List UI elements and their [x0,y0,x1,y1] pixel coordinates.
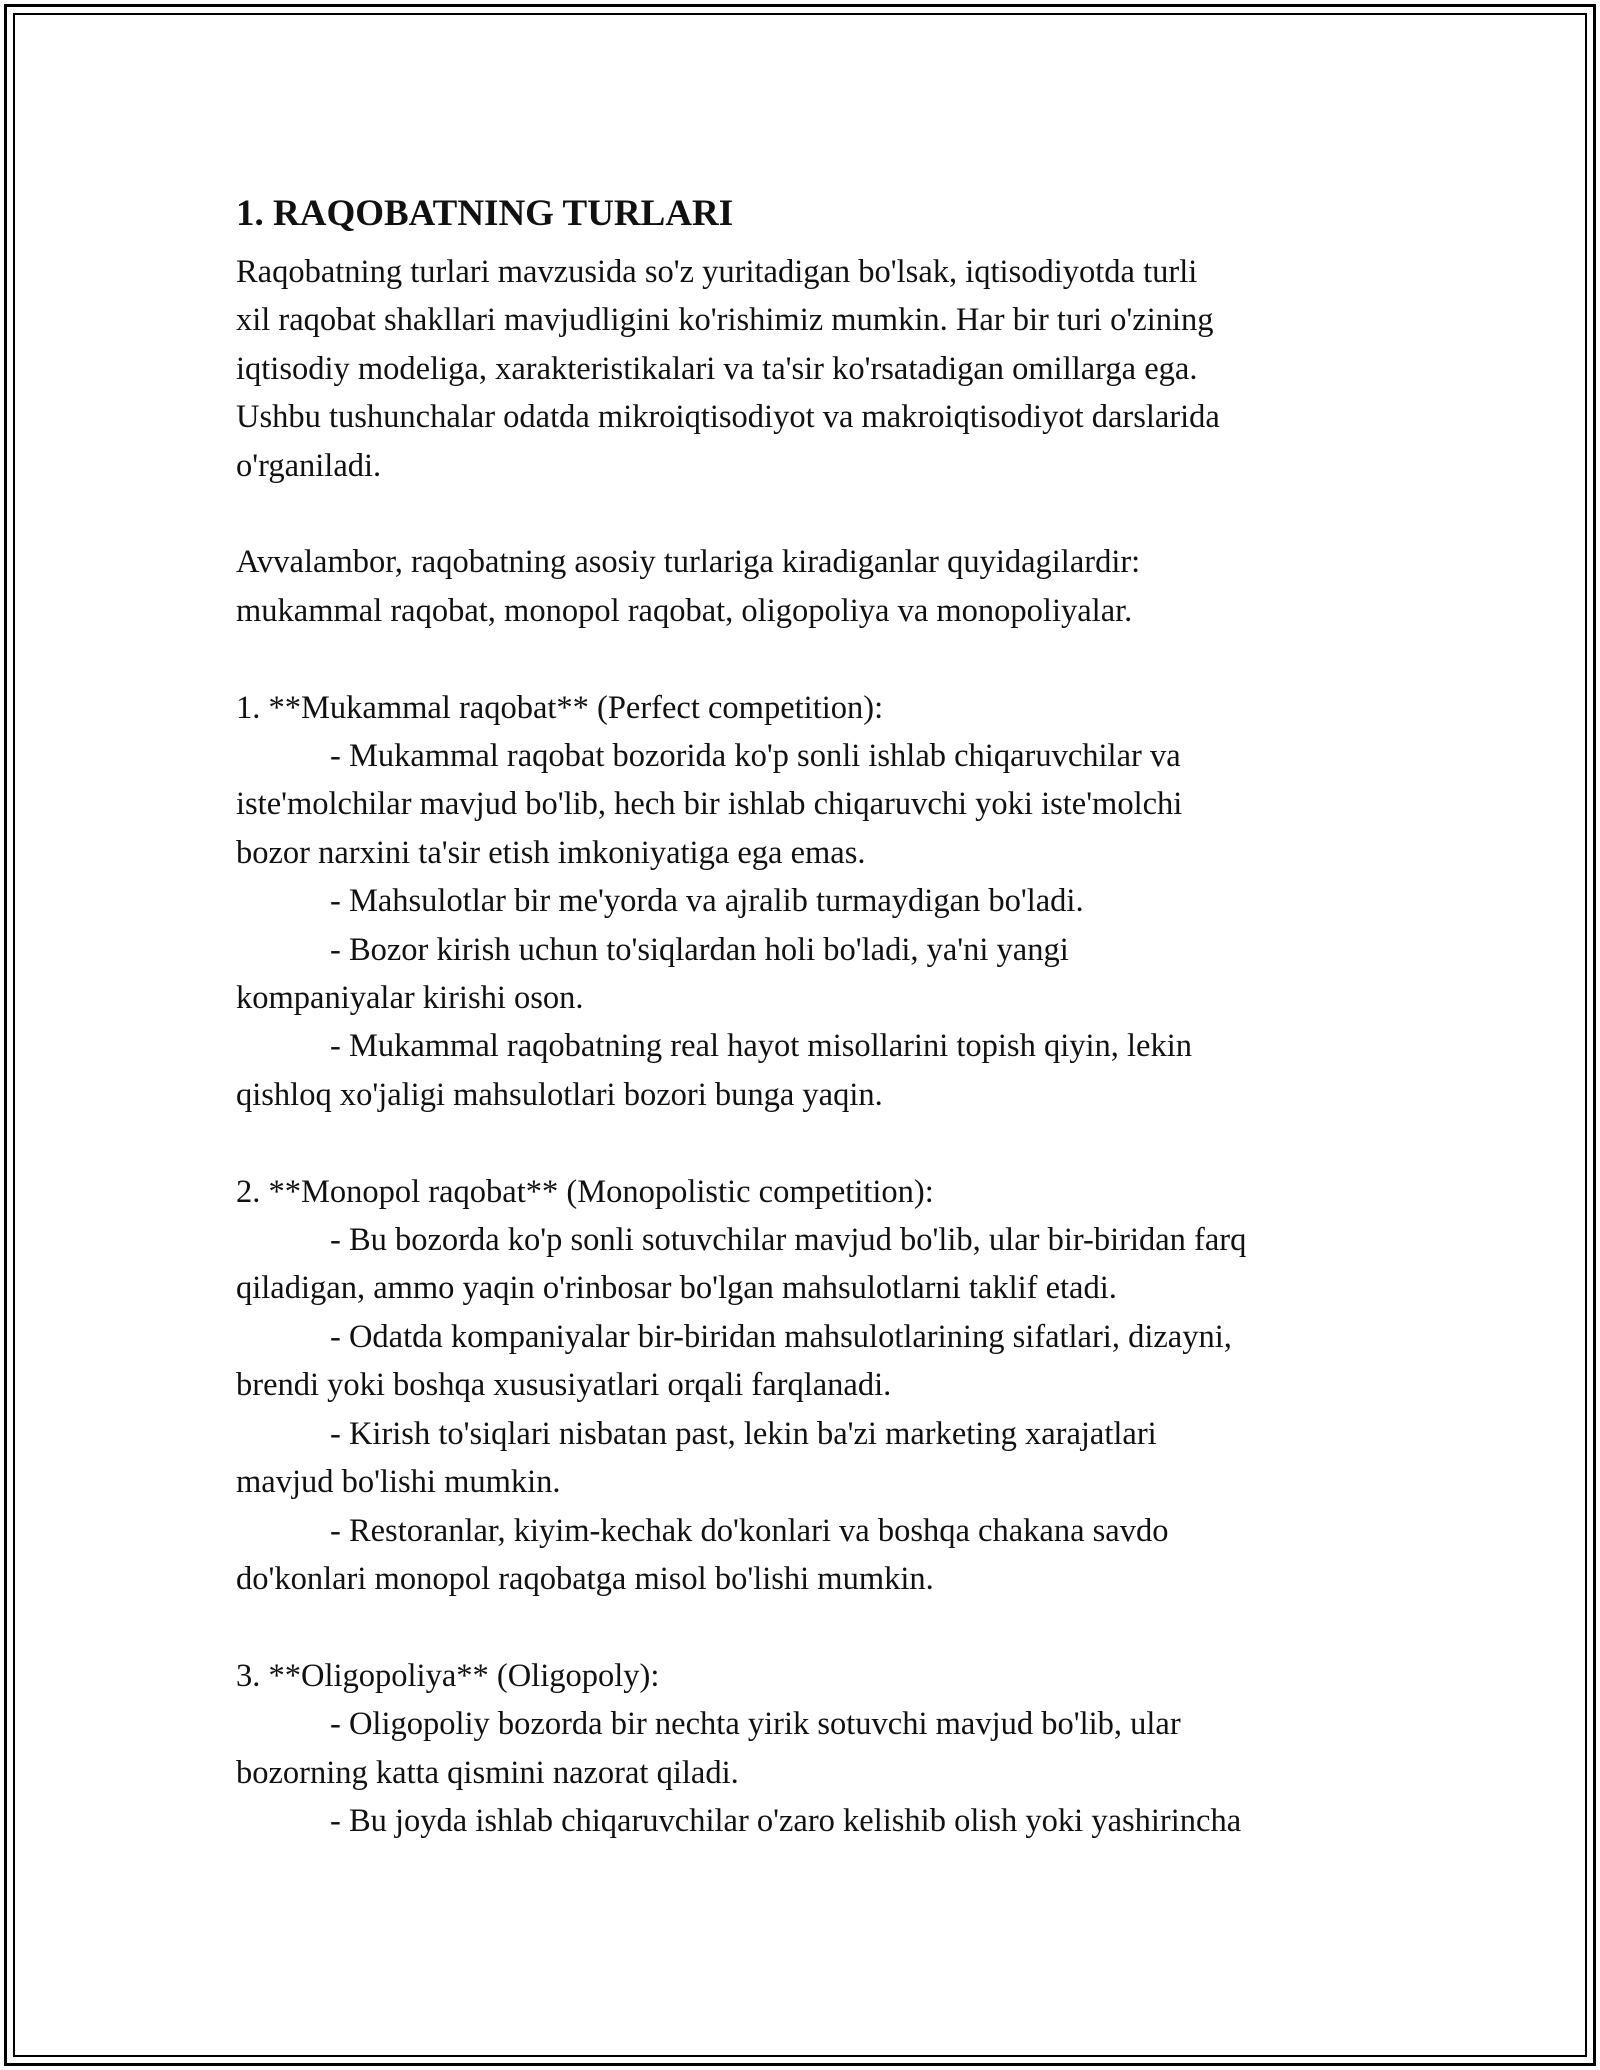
section-heading: 2. **Monopol raqobat** (Monopolistic competition): [236,1173,934,1210]
bullet-item [236,1507,1386,1604]
bullet-first-line: - Bozor kirish uchun to'siqlardan holi bo'ladi, ya'ni yangi [330,931,1069,968]
bullet-item [236,877,1386,925]
bullet-line: bozor narxini ta'sir etish imkoniyatiga ega emas. [236,834,866,871]
bullet-line: bozorning katta qismini nazorat qiladi. [236,1754,739,1791]
paragraph-spacer [236,1119,1386,1167]
section-perfect-competition [236,684,1386,1120]
bullet-item [236,1022,1386,1119]
intro-line: Raqobatning turlari mavzusida so'z yuritadigan bo'lsak, iqtisodiyotda turli [236,254,1198,290]
bullet-item [236,1313,1386,1410]
bullet-line: qiladigan, ammo yaqin o'rinbosar bo'lgan mahsulotlarni taklif etadi. [236,1270,1117,1307]
overview-paragraph [236,538,1386,635]
bullet-item [236,1410,1386,1507]
bullet-first-line: - Mukammal raqobat bozorida ko'p sonli ishlab chiqaruvchilar va [330,738,1181,775]
overview-line: Avvalambor, raqobatning asosiy turlariga kiradiganlar quyidagilardir: [236,544,1141,581]
bullet-line: kompaniyalar kirishi oson. [236,980,584,1017]
paragraph-spacer [236,1603,1386,1651]
bullet-first-line: - Mukammal raqobatning real hayot misollarini topish qiyin, lekin [330,1028,1192,1065]
section-oligopoly [236,1652,1386,1846]
bullet-first-line: - Mahsulotlar bir me'yorda va ajralib turmaydigan bo'ladi. [330,883,1084,920]
bullet-item [236,1700,1386,1797]
bullet-first-line: - Odatda kompaniyalar bir-biridan mahsulotlarining sifatlari, dizayni, [330,1318,1232,1355]
document-body [236,186,1386,1845]
paragraph-spacer [236,490,1386,538]
bullet-line: qishloq xo'jaligi mahsulotlari bozori bunga yaqin. [236,1076,883,1113]
section-heading: 1. **Mukammal raqobat** (Perfect competition): [236,689,884,726]
bullet-line: iste'molchilar mavjud bo'lib, hech bir ishlab chiqaruvchi yoki iste'molchi [236,786,1183,823]
bullet-item [236,1216,1386,1313]
section-heading: 3. **Oligopoliya** (Oligopoly): [236,1657,660,1694]
bullet-first-line: - Restoranlar, kiyim-kechak do'konlari va boshqa chakana savdo [330,1512,1169,1549]
bullet-line: mavjud bo'lishi mumkin. [236,1464,561,1501]
section-monopolistic-competition [236,1168,1386,1604]
intro-line: iqtisodiy modeliga, xarakteristikalari va ta'sir ko'rsatadigan omillarga ega. [236,350,1198,387]
intro-line: xil raqobat shakllari mavjudligini ko'rishimiz mumkin. Har bir turi o'zining [236,302,1214,339]
bullet-first-line: - Bu bozorda ko'p sonli sotuvchilar mavjud bo'lib, ular bir-biridan farq [330,1222,1247,1259]
bullet-line: do'konlari monopol raqobatga misol bo'lishi mumkin. [236,1560,934,1597]
bullet-line: brendi yoki boshqa xususiyatlari orqali farqlanadi. [236,1367,892,1404]
bullet-item [236,732,1386,877]
bullet-first-line: - Kirish to'siqlari nisbatan past, lekin ba'zi marketing xarajatlari [330,1415,1157,1452]
overview-line: mukammal raqobat, monopol raqobat, oligopoliya va monopoliyalar. [236,592,1133,629]
bullet-item [236,1797,1386,1845]
bullet-first-line: - Oligopoliy bozorda bir nechta yirik sotuvchi mavjud bo'lib, ular [330,1706,1181,1743]
paragraph-spacer [236,635,1386,683]
intro-line: o'rganiladi. [236,447,382,484]
bullet-item [236,926,1386,1023]
bullet-first-line: - Bu joyda ishlab chiqaruvchilar o'zaro kelishib olish yoki yashirincha [330,1802,1242,1839]
intro-paragraph [236,248,1386,490]
document-title: 1. RAQOBATNING TURLARI [236,193,734,234]
intro-line: Ushbu tushunchalar odatda mikroiqtisodiyot va makroiqtisodiyot darslarida [236,399,1220,436]
